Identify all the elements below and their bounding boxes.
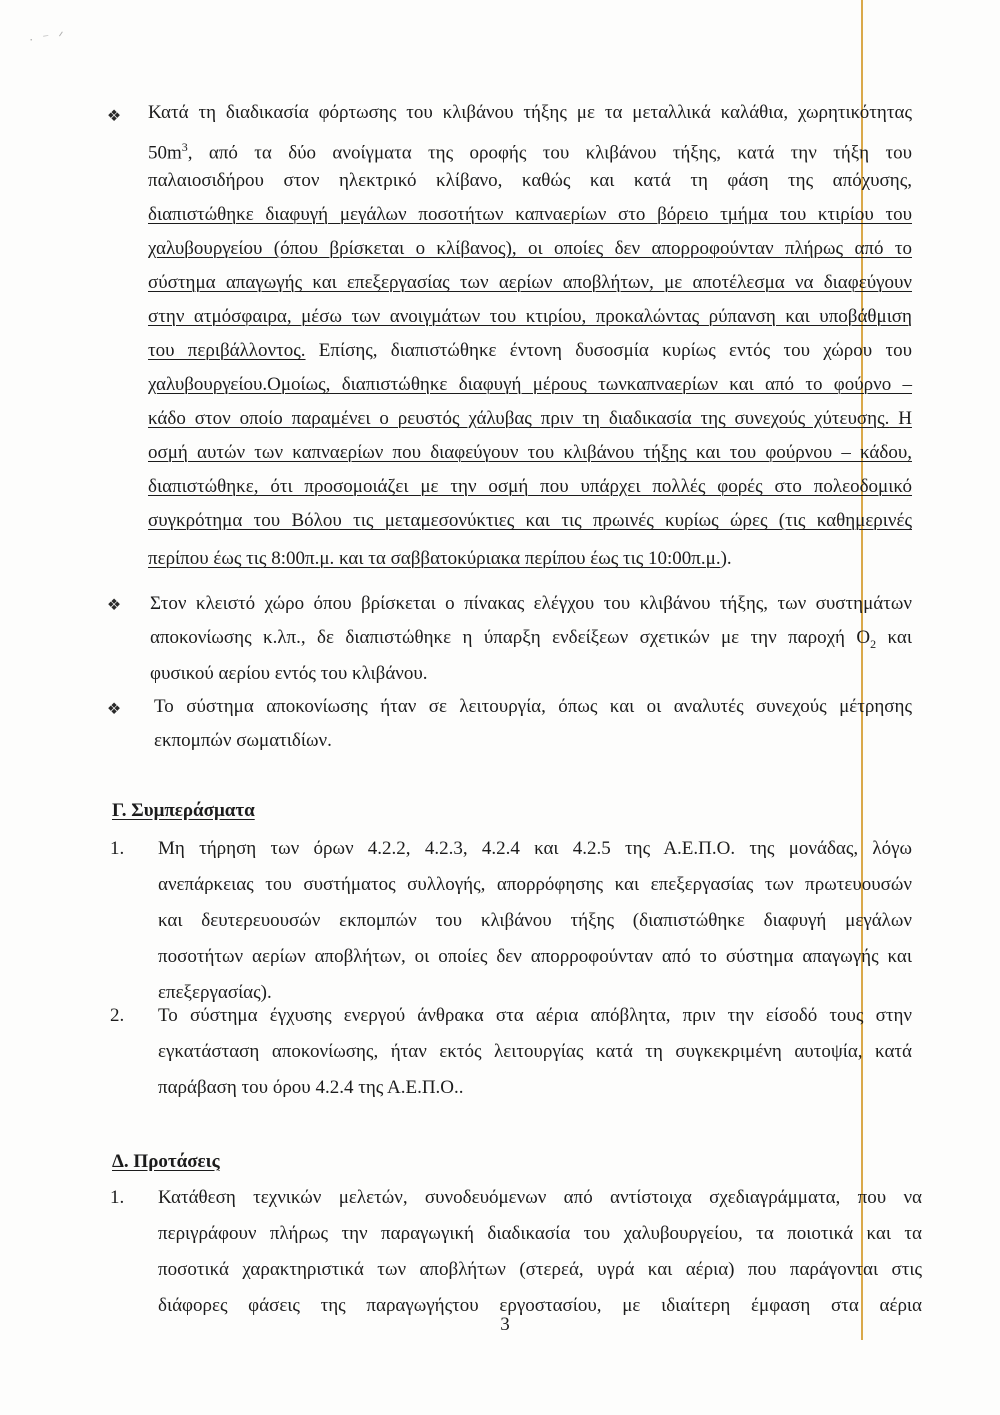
text-line: αποκονίωσης κ.λπ., δε διαπιστώθηκε η ύπαρξη ενδείξεων σχετικών με την παροχή $O_2$ και bbox=[150, 627, 912, 651]
text-line: Κατάθεση τεχνικών μελετών, συνοδευόμενων από αντίστοιχα σχεδιαγράμματα, που να bbox=[158, 1187, 922, 1208]
bullet-icon: ❖ bbox=[106, 108, 122, 125]
list-number: 1. bbox=[110, 1187, 125, 1208]
text-line: ανεπάρκειας του συστήματος συλλογής, απορρόφησης και επεξεργασίας των πρωτευουσών bbox=[158, 874, 912, 895]
text-line: επεξεργασίας). bbox=[158, 982, 272, 1003]
text-line: παλαιοσιδήρου στον ηλεκτρικό κλίβανο, καθώς και κατά τη φάση της απόχυσης, bbox=[148, 170, 912, 191]
text-line: Το σύστημα αποκονίωσης ήταν σε λειτουργία, όπως και οι αναλυτές συνεχούς μέτρησης bbox=[154, 696, 912, 717]
text-line: ποσοτικά χαρακτηριστικά των αποβλήτων (στερεά, υγρά και αέρια) που παράγονται στις bbox=[158, 1259, 922, 1280]
text-line: εγκατάσταση αποκονίωσης, ήταν εκτός λειτουργίας κατά τη συγκεκριμένη αυτοψία, κατά bbox=[158, 1041, 912, 1062]
text-line: Κατά τη διαδικασία φόρτωσης του κλιβάνου τήξης με τα μεταλλικά καλάθια, χωρητικότητας bbox=[148, 102, 912, 123]
text-line: ποσοτήτων αερίων αποβλήτων, οι οποίες δεν απορροφούνταν από το σύστημα απαγωγής και bbox=[158, 946, 912, 967]
text-line: εκπομπών σωματιδίων. bbox=[154, 730, 332, 751]
text-line: χαλυβουργείου.Ομοίως, διαπιστώθηκε διαφυγή μέρους τωνκαπναερίων και από το φούρνο – bbox=[148, 374, 912, 395]
text-line: διαπιστώθηκε, ότι προσομοιάζει με την οσμή που υπάρχει πολλές φορές στο πολεοδομικό bbox=[148, 476, 912, 497]
bullet-icon: ❖ bbox=[106, 701, 122, 718]
text-line: διαπιστώθηκε διαφυγή μεγάλων ποσοτήτων καπναερίων στο βόρειο τμήμα του κτιρίου του bbox=[148, 204, 912, 225]
section-heading-conclusions: Γ. Συμπεράσματα bbox=[112, 800, 255, 821]
section-heading-proposals: Δ. Προτάσεις bbox=[112, 1151, 220, 1172]
text-line: περίπου έως τις 8:00π.μ. και τα σαββατοκύριακα περίπου έως τις 10:00π.μ.). bbox=[148, 548, 732, 569]
text-line: διάφορες φάσεις της παραγωγήςτου εργοστασίου, με ιδιαίτερη έμφαση στα αέρια bbox=[158, 1295, 922, 1316]
scan-artifact: · ⁻ ᐟ bbox=[28, 28, 68, 48]
list-number: 1. bbox=[110, 838, 125, 859]
text-line: και δευτερευουσών εκπομπών του κλιβάνου τήξης (διαπιστώθηκε διαφυγή μεγάλων bbox=[158, 910, 912, 931]
text-line: σύστημα απαγωγής και επεξεργασίας των αερίων αποβλήτων, με αποτέλεσμα να διαφεύγουν bbox=[148, 272, 912, 293]
text-line: του περιβάλλοντος. Επίσης, διαπιστώθηκε έντονη δυσοσμία κυρίως εντός του χώρου του bbox=[148, 340, 912, 361]
text-line: φυσικού αερίου εντός του κλιβάνου. bbox=[150, 663, 428, 684]
text-line: κάδο στον οποίο παραμένει ο ρευστός χάλυβας πριν τη διαδικασία της συνεχούς χύτευσης. Η bbox=[148, 408, 912, 429]
text-line: οσμή αυτών των καπναερίων που διαφεύγουν του κλιβάνου τήξης και του φούρνου – κάδου, bbox=[148, 442, 912, 463]
list-number: 2. bbox=[110, 1005, 125, 1026]
text-line: Μη τήρηση των όρων 4.2.2, 4.2.3, 4.2.4 και 4.2.5 της Α.Ε.Π.Ο. της μονάδας, λόγω bbox=[158, 838, 912, 859]
page-number: 3 bbox=[500, 1314, 510, 1335]
text-line: στην ατμόσφαιρα, μέσω των ανοιγμάτων του κτιρίου, προκαλώντας ρύπανση και υποβάθμιση bbox=[148, 306, 912, 327]
text-line: $50m^3$, από τα δύο ανοίγματα της οροφής του κλιβάνου τήξης, κατά την τήξη του bbox=[148, 140, 912, 164]
text-line: Το σύστημα έγχυσης ενεργού άνθρακα στα αέρια απόβλητα, πριν την είσοδό τους στην bbox=[158, 1005, 912, 1026]
text-line: συγκρότημα του Βόλου τις μεταμεσονύκτιες και τις πρωινές κυρίως ώρες (τις καθημερινές bbox=[148, 510, 912, 531]
text-line: περιγράφουν πλήρως την παραγωγική διαδικασία του χαλυβουργείου, τα ποιοτικά και τα bbox=[158, 1223, 922, 1244]
text-line: παράβαση του όρου 4.2.4 της Α.Ε.Π.Ο.. bbox=[158, 1077, 464, 1098]
text-line: χαλυβουργείου (όπου βρίσκεται ο κλίβανος), οι οποίες δεν απορροφούνταν πλήρως από το bbox=[148, 238, 912, 259]
bullet-icon: ❖ bbox=[106, 597, 122, 614]
text-line: Στον κλειστό χώρο όπου βρίσκεται ο πίνακας ελέγχου του κλιβάνου τήξης, των συστημάτων bbox=[150, 593, 912, 614]
